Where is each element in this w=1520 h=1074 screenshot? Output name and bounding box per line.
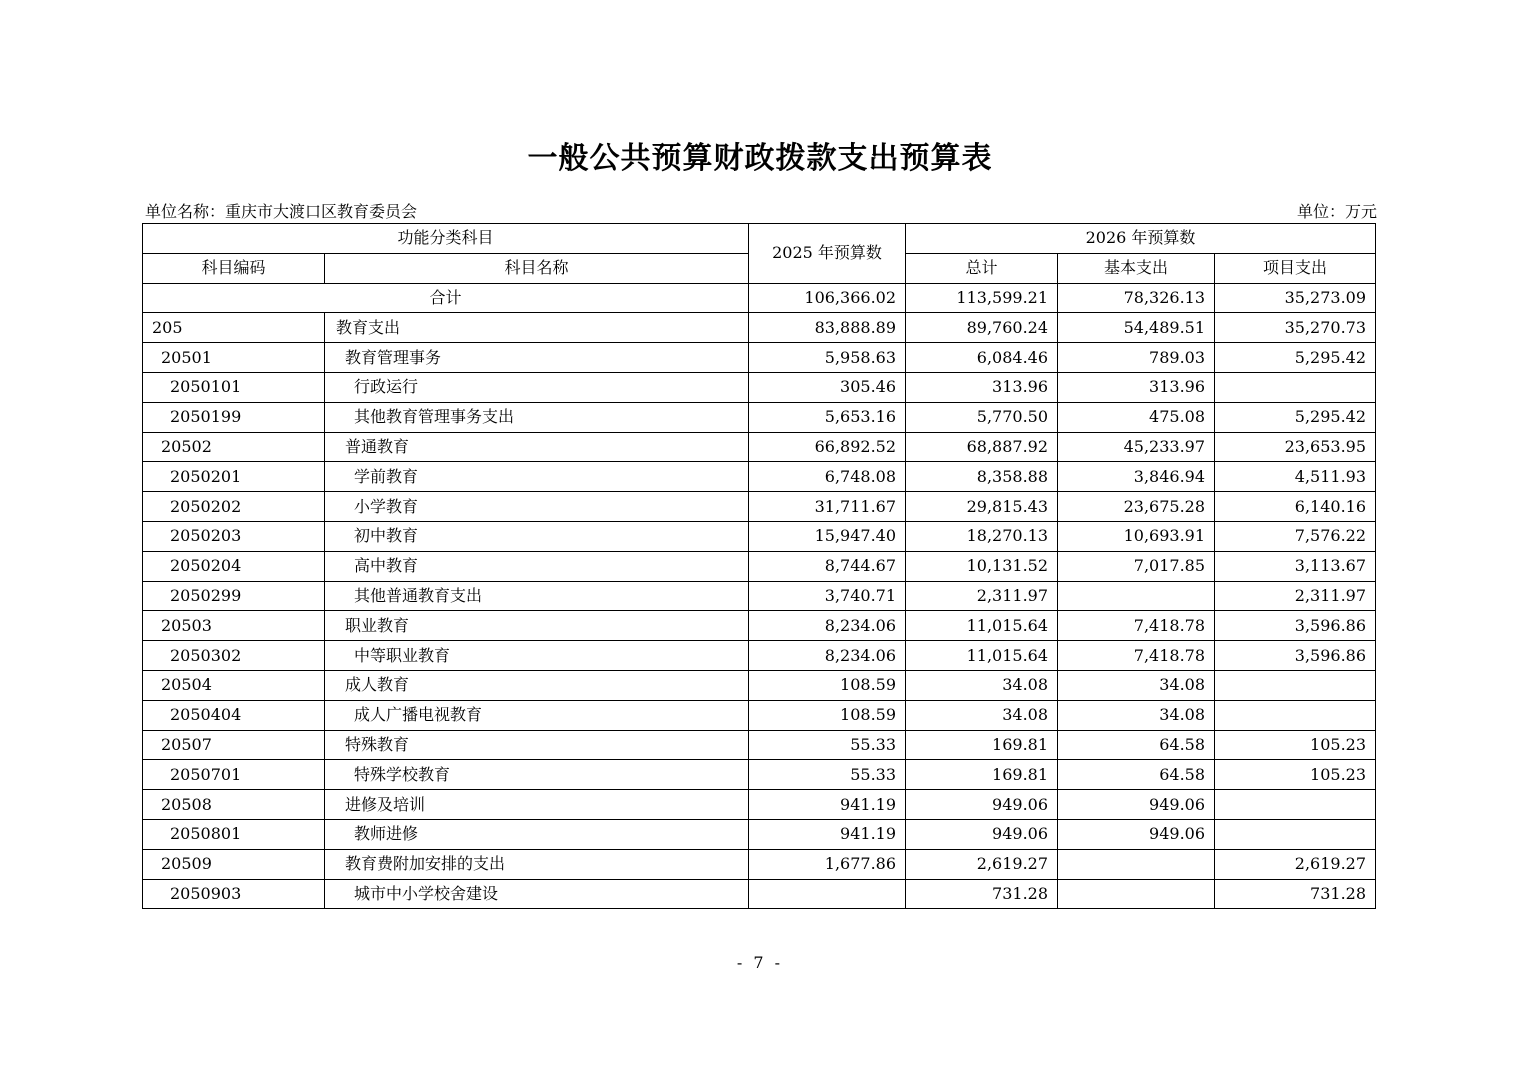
- code-cell: 2050101: [143, 372, 325, 402]
- project-cell: 4,511.93: [1215, 462, 1376, 492]
- project-cell: [1215, 819, 1376, 849]
- code-cell: 2050701: [143, 760, 325, 790]
- budget-2025-cell: 108.59: [749, 700, 906, 730]
- basic-cell: 34.08: [1058, 670, 1215, 700]
- code-cell: 20504: [143, 670, 325, 700]
- header-row-1: [143, 224, 1376, 254]
- budget-2025-cell: 55.33: [749, 760, 906, 790]
- basic-cell: 64.58: [1058, 730, 1215, 760]
- budget-table: [142, 223, 1376, 909]
- project-cell: 3,113.67: [1215, 551, 1376, 581]
- table-row: [143, 700, 1376, 730]
- budget-2025-cell: 1,677.86: [749, 849, 906, 879]
- basic-cell: 7,418.78: [1058, 641, 1215, 671]
- total-project: 35,273.09: [1215, 283, 1376, 313]
- name-cell: 成人广播电视教育: [325, 700, 749, 730]
- total-cell: 34.08: [906, 700, 1058, 730]
- name-cell: 教育费附加安排的支出: [325, 849, 749, 879]
- budget-2025-cell: 8,744.67: [749, 551, 906, 581]
- header-budget-2025: 2025 年预算数: [749, 224, 906, 284]
- total-cell: 68,887.92: [906, 432, 1058, 462]
- total-cell: 2,311.97: [906, 581, 1058, 611]
- budget-2025-cell: 55.33: [749, 730, 906, 760]
- table-row: [143, 372, 1376, 402]
- budget-2025-cell: 6,748.08: [749, 462, 906, 492]
- basic-cell: 949.06: [1058, 819, 1215, 849]
- basic-cell: 34.08: [1058, 700, 1215, 730]
- name-cell: 小学教育: [325, 492, 749, 522]
- name-cell: 其他普通教育支出: [325, 581, 749, 611]
- code-cell: 2050203: [143, 521, 325, 551]
- unit-name-label: 单位名称：重庆市大渡口区教育委员会: [145, 202, 418, 221]
- budget-2025-cell: [749, 879, 906, 909]
- basic-cell: 64.58: [1058, 760, 1215, 790]
- budget-2025-cell: 5,653.16: [749, 402, 906, 432]
- total-cell: 89,760.24: [906, 313, 1058, 343]
- unit-label: 单位：万元: [1296, 202, 1377, 221]
- total-cell: 6,084.46: [906, 343, 1058, 373]
- name-cell: 职业教育: [325, 611, 749, 641]
- budget-2025-cell: 8,234.06: [749, 641, 906, 671]
- project-cell: [1215, 790, 1376, 820]
- table-row: [143, 611, 1376, 641]
- code-cell: 20509: [143, 849, 325, 879]
- budget-2025-cell: 15,947.40: [749, 521, 906, 551]
- project-cell: 5,295.42: [1215, 343, 1376, 373]
- table-row: [143, 521, 1376, 551]
- total-budget-2025: 106,366.02: [749, 283, 906, 313]
- table-row: [143, 313, 1376, 343]
- project-cell: [1215, 670, 1376, 700]
- project-cell: 2,619.27: [1215, 849, 1376, 879]
- total-label: 合计: [143, 283, 749, 313]
- table-body: [143, 283, 1376, 909]
- name-cell: 教师进修: [325, 819, 749, 849]
- basic-cell: 475.08: [1058, 402, 1215, 432]
- table-row: [143, 819, 1376, 849]
- basic-cell: 789.03: [1058, 343, 1215, 373]
- total-cell: 10,131.52: [906, 551, 1058, 581]
- project-cell: 2,311.97: [1215, 581, 1376, 611]
- basic-cell: 7,418.78: [1058, 611, 1215, 641]
- page-number: - 7 -: [736, 953, 784, 972]
- project-cell: 3,596.86: [1215, 611, 1376, 641]
- budget-2025-cell: 941.19: [749, 790, 906, 820]
- total-cell: 11,015.64: [906, 641, 1058, 671]
- table-row: [143, 641, 1376, 671]
- total-cell: 11,015.64: [906, 611, 1058, 641]
- total-cell: 34.08: [906, 670, 1058, 700]
- total-cell: 169.81: [906, 730, 1058, 760]
- budget-2025-cell: 5,958.63: [749, 343, 906, 373]
- name-cell: 教育支出: [325, 313, 749, 343]
- code-cell: 2050299: [143, 581, 325, 611]
- header-basic: 基本支出: [1058, 253, 1215, 283]
- name-cell: 初中教育: [325, 521, 749, 551]
- table-row: [143, 492, 1376, 522]
- total-cell: 169.81: [906, 760, 1058, 790]
- total-total: 113,599.21: [906, 283, 1058, 313]
- page-title: 一般公共预算财政拨款支出预算表: [527, 141, 993, 176]
- total-cell: 29,815.43: [906, 492, 1058, 522]
- header-category: 功能分类科目: [143, 224, 749, 254]
- name-cell: 城市中小学校舍建设: [325, 879, 749, 909]
- total-cell: 949.06: [906, 819, 1058, 849]
- budget-2025-cell: 8,234.06: [749, 611, 906, 641]
- total-cell: 2,619.27: [906, 849, 1058, 879]
- total-cell: 313.96: [906, 372, 1058, 402]
- table-row: [143, 432, 1376, 462]
- total-cell: 18,270.13: [906, 521, 1058, 551]
- table-row: [143, 462, 1376, 492]
- header-total: 总计: [906, 253, 1058, 283]
- header-name: 科目名称: [325, 253, 749, 283]
- table-row: [143, 551, 1376, 581]
- code-cell: 2050201: [143, 462, 325, 492]
- basic-cell: [1058, 879, 1215, 909]
- table-row: [143, 343, 1376, 373]
- basic-cell: [1058, 849, 1215, 879]
- basic-cell: 3,846.94: [1058, 462, 1215, 492]
- basic-cell: 10,693.91: [1058, 521, 1215, 551]
- project-cell: [1215, 372, 1376, 402]
- basic-cell: 45,233.97: [1058, 432, 1215, 462]
- project-cell: 105.23: [1215, 730, 1376, 760]
- budget-2025-cell: 31,711.67: [749, 492, 906, 522]
- name-cell: 行政运行: [325, 372, 749, 402]
- basic-cell: 23,675.28: [1058, 492, 1215, 522]
- basic-cell: [1058, 581, 1215, 611]
- code-cell: 2050404: [143, 700, 325, 730]
- budget-2025-cell: 3,740.71: [749, 581, 906, 611]
- budget-2025-cell: 66,892.52: [749, 432, 906, 462]
- project-cell: 23,653.95: [1215, 432, 1376, 462]
- table-row: [143, 849, 1376, 879]
- header-project: 项目支出: [1215, 253, 1376, 283]
- budget-2025-cell: 83,888.89: [749, 313, 906, 343]
- table-row: [143, 879, 1376, 909]
- code-cell: 20501: [143, 343, 325, 373]
- header-budget-2026: 2026 年预算数: [906, 224, 1376, 254]
- basic-cell: 7,017.85: [1058, 551, 1215, 581]
- basic-cell: 313.96: [1058, 372, 1215, 402]
- name-cell: 高中教育: [325, 551, 749, 581]
- project-cell: 35,270.73: [1215, 313, 1376, 343]
- project-cell: 105.23: [1215, 760, 1376, 790]
- table-row: [143, 402, 1376, 432]
- table-row: [143, 760, 1376, 790]
- code-cell: 2050801: [143, 819, 325, 849]
- code-cell: 20508: [143, 790, 325, 820]
- total-basic: 78,326.13: [1058, 283, 1215, 313]
- name-cell: 学前教育: [325, 462, 749, 492]
- name-cell: 成人教育: [325, 670, 749, 700]
- code-cell: 20503: [143, 611, 325, 641]
- name-cell: 进修及培训: [325, 790, 749, 820]
- code-cell: 205: [143, 313, 325, 343]
- budget-2025-cell: 305.46: [749, 372, 906, 402]
- total-cell: 731.28: [906, 879, 1058, 909]
- code-cell: 2050302: [143, 641, 325, 671]
- table-row: [143, 790, 1376, 820]
- name-cell: 特殊学校教育: [325, 760, 749, 790]
- total-cell: 5,770.50: [906, 402, 1058, 432]
- basic-cell: 54,489.51: [1058, 313, 1215, 343]
- project-cell: 731.28: [1215, 879, 1376, 909]
- total-cell: 8,358.88: [906, 462, 1058, 492]
- budget-2025-cell: 108.59: [749, 670, 906, 700]
- project-cell: [1215, 700, 1376, 730]
- name-cell: 其他教育管理事务支出: [325, 402, 749, 432]
- name-cell: 教育管理事务: [325, 343, 749, 373]
- code-cell: 2050903: [143, 879, 325, 909]
- project-cell: 6,140.16: [1215, 492, 1376, 522]
- header-code: 科目编码: [143, 253, 325, 283]
- total-cell: 949.06: [906, 790, 1058, 820]
- project-cell: 5,295.42: [1215, 402, 1376, 432]
- table-row: [143, 581, 1376, 611]
- name-cell: 中等职业教育: [325, 641, 749, 671]
- name-cell: 特殊教育: [325, 730, 749, 760]
- project-cell: 3,596.86: [1215, 641, 1376, 671]
- table-row: [143, 730, 1376, 760]
- code-cell: 20502: [143, 432, 325, 462]
- basic-cell: 949.06: [1058, 790, 1215, 820]
- code-cell: 20507: [143, 730, 325, 760]
- name-cell: 普通教育: [325, 432, 749, 462]
- code-cell: 2050199: [143, 402, 325, 432]
- table-row: [143, 670, 1376, 700]
- code-cell: 2050204: [143, 551, 325, 581]
- total-row: [143, 283, 1376, 313]
- project-cell: 7,576.22: [1215, 521, 1376, 551]
- code-cell: 2050202: [143, 492, 325, 522]
- budget-2025-cell: 941.19: [749, 819, 906, 849]
